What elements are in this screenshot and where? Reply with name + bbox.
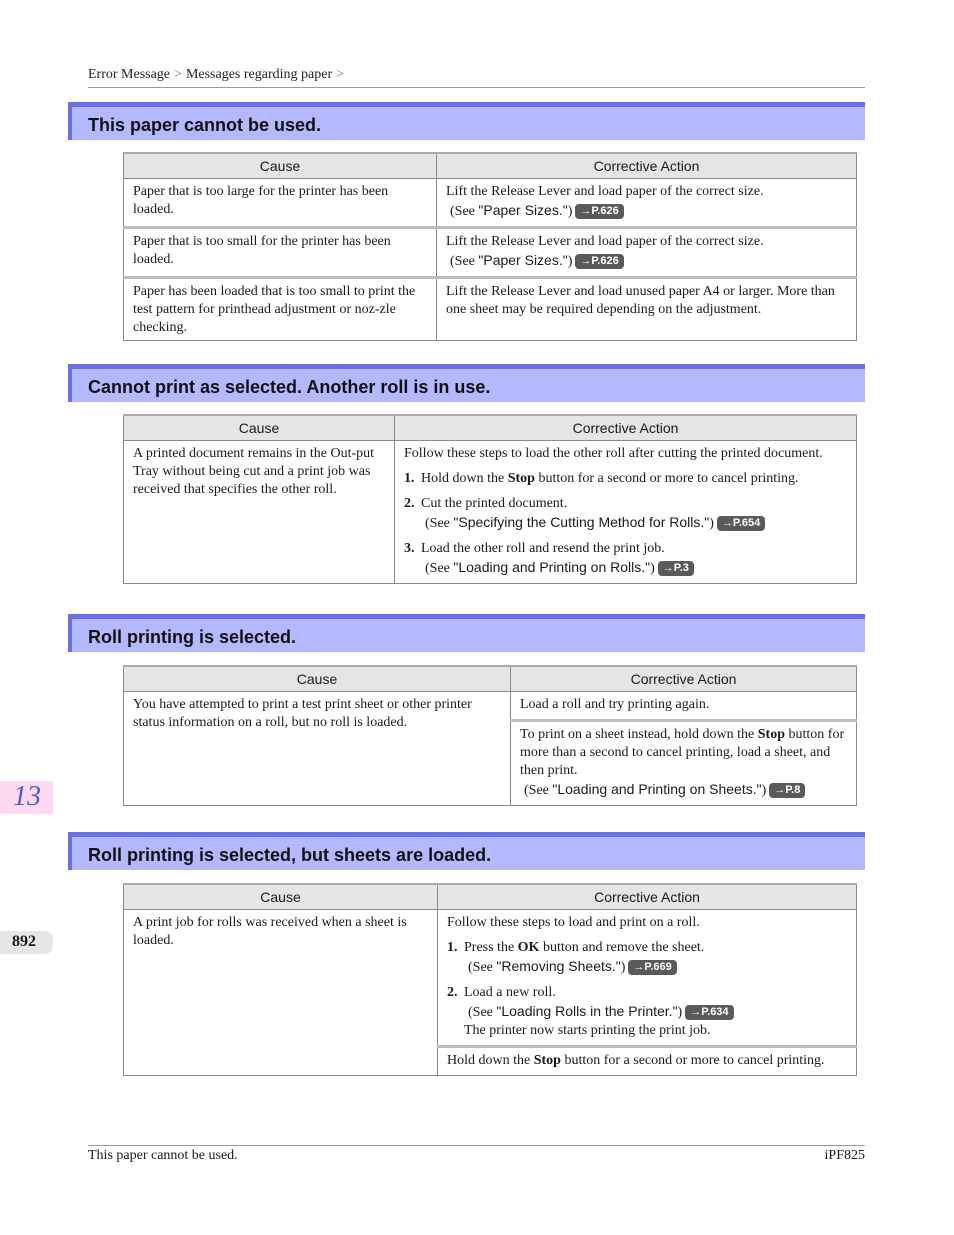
footer-product-name: iPF825 [824,1148,865,1163]
see-prefix: (See [450,204,475,219]
action-cell [438,1047,857,1076]
page-link-badge[interactable]: →P.8 [769,783,805,798]
stop-button-label: Stop [533,1053,561,1068]
column-header-corrective-action: Corrective Action [437,153,857,179]
step-item [447,984,847,1040]
step-text: button for a second or more to cancel printing. [534,471,799,486]
see-prefix: (See [468,960,493,975]
error-table-paper-cannot-be-used [123,152,857,341]
breadcrumb-item-error-message[interactable]: Error Message [88,67,171,82]
reference-title: "Paper Sizes." [478,202,568,218]
action-cell [395,441,857,584]
step-item [404,495,847,533]
column-header-cause: Cause [124,415,395,441]
section-header-paper-cannot-be-used [68,102,865,140]
cause-cell: You have attempted to print a test print sheet or other printer status information on a roll, but no roll is loaded. [124,692,511,806]
page-footer [88,1145,865,1166]
see-prefix: (See [450,254,475,269]
step-number: 3. [404,541,415,556]
cause-cell: Paper that is too small for the printer has been loaded. [124,228,437,278]
see-prefix: (See [425,516,450,531]
cause-cell: A printed document remains in the Out-put Tray without being cut and a print job was received that specifies the other roll. [124,441,395,584]
cause-cell: A print job for rolls was received when a sheet is loaded. [124,910,438,1076]
see-reference [446,251,847,271]
step-text: Cut the printed document. [421,496,568,511]
chapter-number: 13 [13,781,41,812]
page-link-badge[interactable]: →P.626 [575,204,623,219]
breadcrumb-separator: > [336,67,345,82]
see-suffix: ) [761,783,767,798]
step-number: 2. [447,985,458,1000]
step-note: The printer now starts printing the print job. [464,1023,711,1038]
action-text: Lift the Release Lever and load paper of the correct size. [446,234,764,249]
footer-section-title: This paper cannot be used. [88,1148,238,1163]
page-link-badge[interactable]: →P.634 [685,1005,733,1020]
chapter-tab [0,781,53,814]
see-prefix: (See [524,783,549,798]
see-prefix: (See [468,1005,493,1020]
section-header-roll-selected-sheets-loaded [68,832,865,870]
column-header-corrective-action: Corrective Action [511,666,857,692]
action-cell [437,228,857,278]
breadcrumb-separator: > [174,67,182,82]
column-header-cause: Cause [124,666,511,692]
page-link-badge[interactable]: →P.626 [575,254,623,269]
action-text-part: Hold down the [447,1053,534,1068]
see-prefix: (See [425,561,450,576]
section-title: This paper cannot be used. [88,115,322,135]
table-row [124,692,857,721]
column-header-corrective-action: Corrective Action [438,884,857,910]
see-reference [447,1002,847,1022]
step-text: Load a new roll. [464,985,556,1000]
see-reference [520,780,847,800]
reference-title: "Loading Rolls in the Printer." [496,1003,678,1019]
see-suffix: ) [709,516,714,531]
action-text-part: To print on a sheet instead, hold down the [520,727,758,742]
stop-button-label: Stop [757,727,785,742]
action-cell [511,721,857,806]
reference-title: "Loading and Printing on Sheets." [552,781,762,797]
page-link-badge[interactable]: →P.654 [717,516,765,531]
error-table-roll-printing-selected [123,665,857,806]
see-suffix: ) [620,960,626,975]
section-header-another-roll-in-use [68,364,865,402]
reference-title: "Removing Sheets." [496,958,621,974]
see-suffix: ) [567,254,573,269]
section-header-roll-printing-selected [68,614,865,652]
action-text-part: button for a second or more to cancel printing. [560,1053,825,1068]
table-row [124,179,857,228]
reference-title: "Paper Sizes." [478,252,568,268]
see-reference [447,957,847,977]
action-cell [438,910,857,1047]
see-reference [446,201,847,221]
step-number: 1. [447,940,458,955]
table-row [124,228,857,278]
step-text: Press the [464,940,518,955]
action-text-part: button for more than a second to cancel printing, load a sheet, and then print. [520,727,845,778]
action-intro: Follow these steps to load and print on a roll. [447,915,700,930]
column-header-cause: Cause [124,884,438,910]
breadcrumb [88,67,865,88]
step-text: Load the other roll and resend the print job. [421,541,665,556]
step-number: 2. [404,496,415,511]
column-header-corrective-action: Corrective Action [395,415,857,441]
reference-title: "Loading and Printing on Rolls." [453,559,651,575]
table-row [124,278,857,341]
cause-cell: Paper has been loaded that is too small to print the test pattern for printhead adjustment or noz-zle checking. [124,278,437,341]
step-text: Hold down the [421,471,508,486]
step-item [404,540,847,578]
step-item [404,470,847,488]
page-link-badge[interactable]: →P.669 [628,960,676,975]
error-table-another-roll-in-use [123,414,857,584]
breadcrumb-item-paper-messages[interactable]: Messages regarding paper [185,67,333,82]
table-row [124,910,857,1047]
stop-button-label: Stop [507,471,535,486]
page-number-tab [0,931,53,954]
see-reference [404,558,847,578]
step-number: 1. [404,471,415,486]
action-text: Lift the Release Lever and load paper of the correct size. [446,184,764,199]
reference-title: "Specifying the Cutting Method for Rolls." [453,514,710,530]
see-suffix: ) [650,561,655,576]
column-header-cause: Cause [124,153,437,179]
action-intro: Follow these steps to load the other roll after cutting the printed document. [404,446,823,461]
section-title: Cannot print as selected. Another roll is in use. [88,377,491,397]
table-row [124,441,857,584]
step-item [447,939,847,977]
page-number: 892 [12,933,36,950]
see-suffix: ) [567,204,573,219]
see-suffix: ) [677,1005,683,1020]
action-cell [437,179,857,228]
action-text [520,726,847,780]
action-cell: Lift the Release Lever and load unused paper A4 or larger. More than one sheet may be required depending on the adjustment. [437,278,857,341]
step-text: button and remove the sheet. [539,940,705,955]
ok-button-label: OK [517,940,540,955]
see-reference [404,513,847,533]
error-table-roll-selected-sheets-loaded [123,883,857,1076]
section-title: Roll printing is selected, but sheets are loaded. [88,845,492,865]
action-cell: Load a roll and try printing again. [511,692,857,721]
cause-cell: Paper that is too large for the printer has been loaded. [124,179,437,228]
section-title: Roll printing is selected. [88,627,297,647]
page-link-badge[interactable]: →P.3 [658,561,694,576]
